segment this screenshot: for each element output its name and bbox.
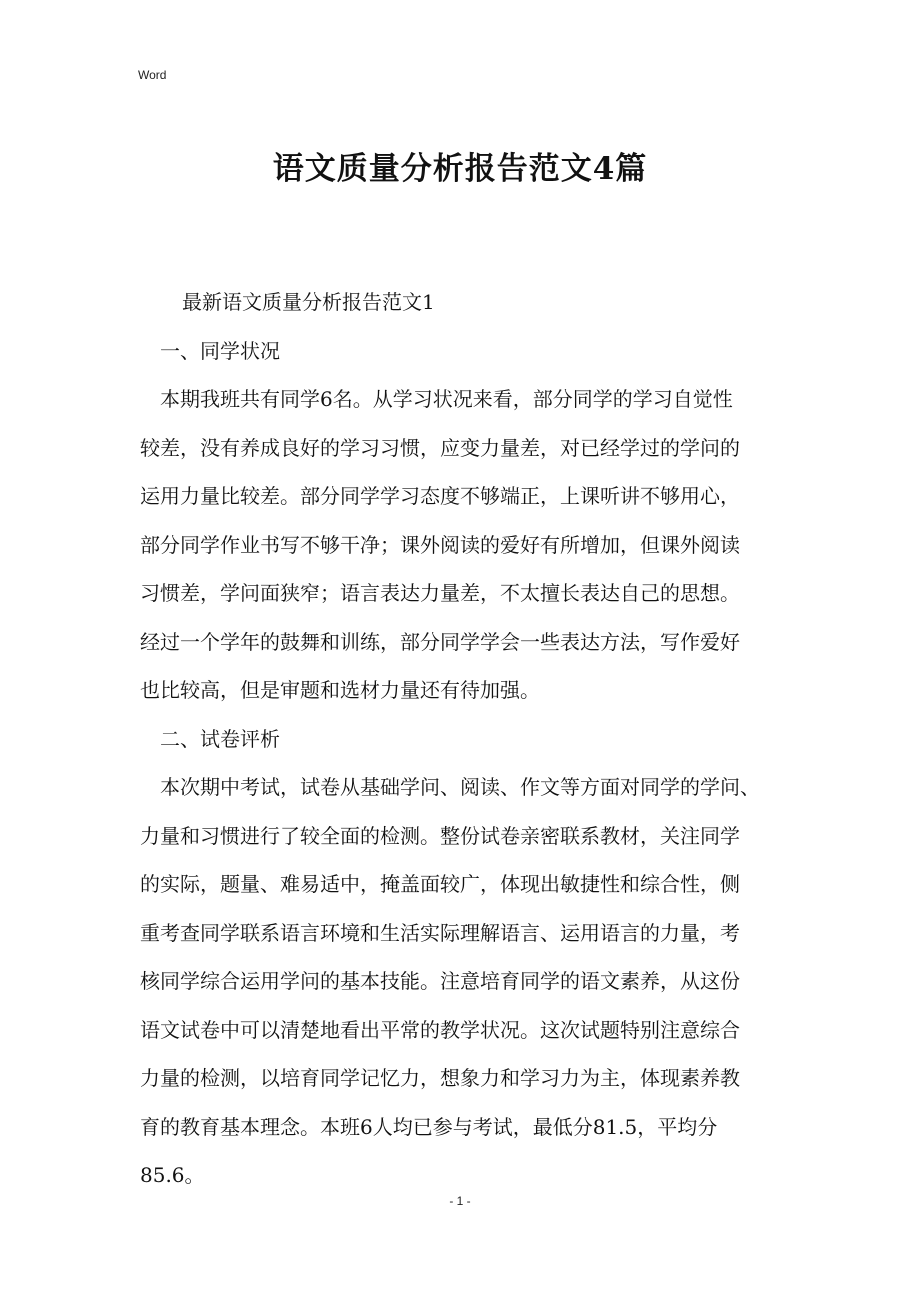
section1-paragraph [140, 375, 800, 715]
paragraph-line: 本期我班共有同学6名。从学习状况来看，部分同学的学习自觉性 [160, 387, 733, 411]
paragraph-line: 运用力量比较差。部分同学学习态度不够端正，上课听讲不够用心， [140, 484, 740, 508]
paragraph-line: 育的教育基本理念。本班6人均已参与考试，最低分81.5，平均分 [140, 1114, 718, 1139]
paragraph-line: 习惯差，学问面狭窄；语言表达力量差，不太擅长表达自己的思想。 [140, 581, 740, 605]
document-title: 语文质量分析报告范文4篇 [272, 151, 648, 187]
paragraph-line: 力量的检测，以培育同学记忆力，想象力和学习力为主，体现素养教 [140, 1066, 740, 1090]
section1-heading: 一、同学状况 [160, 338, 280, 363]
paragraph-line: 力量和习惯进行了较全面的检测。整份试卷亲密联系教材，关注同学 [140, 823, 740, 848]
section2-heading: 二、试卷评析 [160, 726, 280, 751]
paragraph-line: 部分同学作业书写不够干净；课外阅读的爱好有所增加，但课外阅读 [140, 532, 740, 557]
paragraph-line: 语文试卷中可以清楚地看出平常的教学状况。这次试题特别注意综合 [140, 1017, 740, 1042]
document-body [140, 278, 800, 1200]
header-word-label: Word [138, 68, 167, 82]
paragraph-line: 也比较高，但是审题和选材力量还有待加强。 [140, 678, 540, 702]
paragraph-line: 较差，没有养成良好的学习习惯，应变力量差，对已经学过的学问的 [140, 435, 740, 460]
paragraph-line: 核同学综合运用学问的基本技能。注意培育同学的语文素养，从这份 [140, 969, 740, 993]
page-number: - 1 - [449, 1194, 471, 1208]
section2-paragraph [140, 763, 800, 1200]
paragraph-line: 经过一个学年的鼓舞和训练，部分同学学会一些表达方法，写作爱好 [140, 629, 740, 654]
document-subtitle: 最新语文质量分析报告范文1 [182, 290, 435, 314]
paragraph-line: 本次期中考试，试卷从基础学问、阅读、作文等方面对同学的学问、 [160, 775, 760, 799]
paragraph-line: 重考查同学联系语言环境和生活实际理解语言、运用语言的力量，考 [140, 920, 740, 945]
paragraph-line: 的实际，题量、难易适中，掩盖面较广，体现出敏捷性和综合性，侧 [140, 872, 740, 896]
paragraph-line: 85.6。 [140, 1163, 205, 1187]
